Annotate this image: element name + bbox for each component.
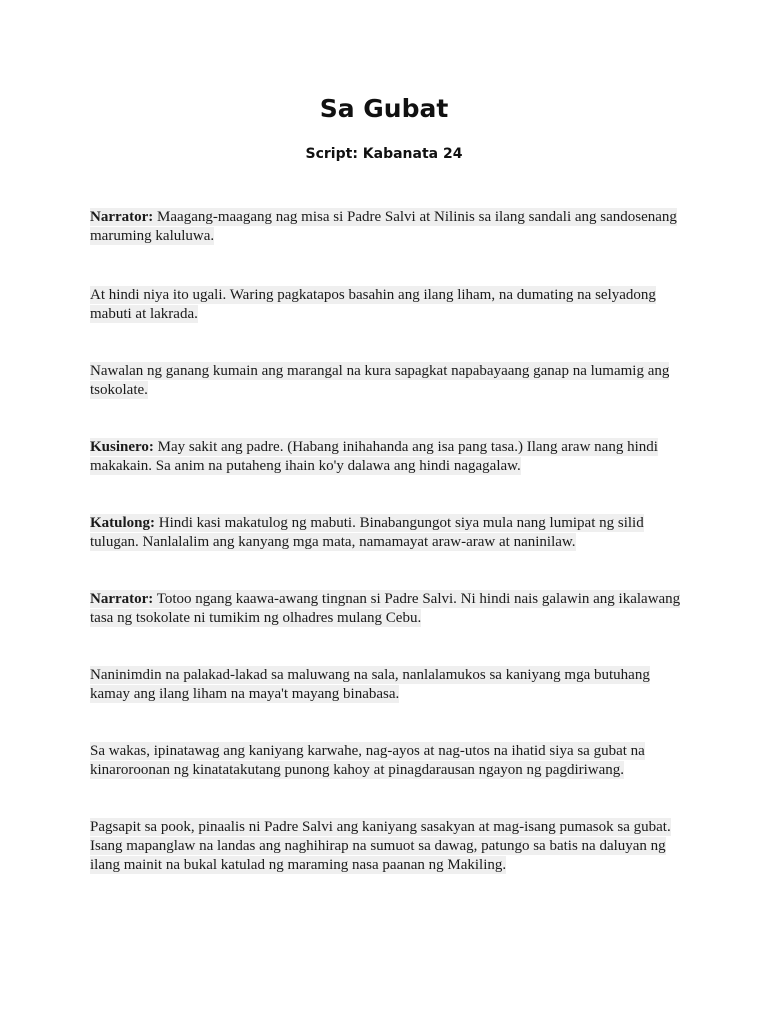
paragraph-kusinero bbox=[90, 438, 690, 476]
paragraph-7 bbox=[90, 666, 690, 704]
paragraph-3 bbox=[90, 362, 690, 400]
paragraph-text: Naninimdin na palakad-lakad sa maluwang na sala, nanlalamukos sa kaniyang mga butuhang kamay ang ilang liham na maya't mayang binabasa. bbox=[90, 667, 650, 702]
paragraph-9 bbox=[90, 818, 690, 875]
paragraph-text: At hindi niya ito ugali. Waring pagkatapos basahin ang ilang liham, na dumating na selyadong mabuti at lakrada. bbox=[90, 287, 656, 322]
document-subtitle: Script: Kabanata 24 bbox=[305, 146, 463, 162]
document-title: Sa Gubat bbox=[319, 94, 449, 123]
paragraph-text: Hindi kasi makatulog ng mabuti. Binabangungot siya mula nang lumipat ng silid tulugan. Nanlalalim ang kanyang mga mata, namamayat araw-araw at naninilaw. bbox=[90, 515, 644, 550]
paragraph-text: Maagang-maagang nag misa si Padre Salvi at Nilinis sa ilang sandali ang sandosenang maruming kaluluwa. bbox=[90, 209, 677, 244]
paragraph-text: Nawalan ng ganang kumain ang marangal na kura sapagkat napabayaang ganap na lumamig ang tsokolate. bbox=[90, 363, 670, 398]
paragraph-narrator-2 bbox=[90, 590, 690, 628]
paragraph-text: Totoo ngang kaawa-awang tingnan si Padre Salvi. Ni hindi nais galawin ang ikalawang tasa ng tsokolate ni tumikim ng olhadres mulang Cebu. bbox=[90, 591, 681, 626]
paragraph-text: May sakit ang padre. (Habang inihahanda ang isa pang tasa.) Ilang araw nang hindi makakain. Sa anim na putaheng ihain ko'y dalawa ang hindi nagagalaw. bbox=[90, 439, 658, 474]
speaker-label: Katulong: bbox=[90, 515, 156, 531]
paragraph-narrator-1 bbox=[90, 208, 690, 246]
speaker-label: Narrator: bbox=[90, 209, 154, 225]
paragraph-text: Pagsapit sa pook, pinaalis ni Padre Salvi ang kaniyang sasakyan at mag-isang pumasok sa gubat. Isang mapanglaw na landas ang naghihirap na sumuot sa dawag, patungo sa batis na daluyan ng ilang mainit na bukal katulad ng maraming nasa paanan ng Makiling. bbox=[90, 819, 671, 873]
paragraph-8 bbox=[90, 742, 690, 780]
speaker-label: Narrator: bbox=[90, 591, 154, 607]
paragraph-2 bbox=[90, 286, 690, 324]
speaker-label: Kusinero: bbox=[90, 439, 154, 455]
paragraph-katulong bbox=[90, 514, 690, 552]
paragraph-text: Sa wakas, ipinatawag ang kaniyang karwahe, nag-ayos at nag-utos na ihatid siya sa gubat na kinaroroonan ng kinatatakutang punong kahoy at pinagdarausan ngayon ng pagdiriwang. bbox=[90, 743, 645, 778]
